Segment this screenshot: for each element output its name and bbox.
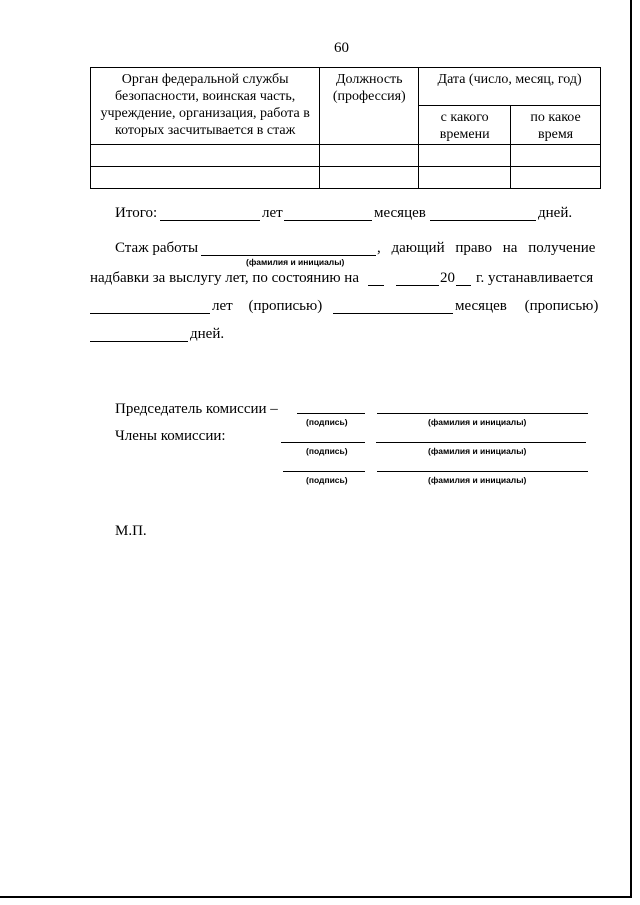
header-position: Должность (профессия) <box>320 68 419 145</box>
total-years-field[interactable] <box>160 220 260 221</box>
header-date: Дата (число, месяц, год) <box>419 68 601 106</box>
seniority-text-1: , дающий право на получение <box>377 240 596 256</box>
total-months-field[interactable] <box>284 220 372 221</box>
seniority-label: Стаж работы <box>115 240 199 256</box>
page-number: 60 <box>334 40 349 56</box>
member1-name-field[interactable] <box>376 442 586 443</box>
total-days-field[interactable] <box>430 220 536 221</box>
member2-name-caption: (фамилия и инициалы) <box>428 475 527 485</box>
table-row <box>91 145 601 167</box>
header-date-from: с какого времени <box>419 106 511 145</box>
table-cell[interactable] <box>91 145 320 167</box>
table-row <box>91 167 601 189</box>
chairman-name-caption: (фамилия и инициалы) <box>428 417 527 427</box>
table-cell[interactable] <box>511 167 601 189</box>
chairman-signature-caption: (подпись) <box>306 417 348 427</box>
seniority-text-3: г. устанавливается <box>476 270 594 286</box>
days-words-label: дней. <box>190 326 225 342</box>
total-years-label: лет <box>262 205 283 221</box>
header-organization: Орган федеральной службы безопасности, воинская часть, учреждение, организация, работа в которых засчитывается в стаж <box>91 68 320 145</box>
member1-signature-caption: (подпись) <box>306 446 348 456</box>
member2-name-field[interactable] <box>377 471 588 472</box>
seniority-name-caption: (фамилия и инициалы) <box>246 257 345 267</box>
chairman-signature-field[interactable] <box>297 413 365 414</box>
months-words-label: месяцев (прописью) <box>455 298 599 314</box>
date-year-field[interactable] <box>456 285 471 286</box>
total-days-label: дней. <box>538 205 573 221</box>
table-cell[interactable] <box>320 145 419 167</box>
table-cell[interactable] <box>320 167 419 189</box>
member1-signature-field[interactable] <box>281 442 365 443</box>
months-words-field[interactable] <box>333 313 453 314</box>
date-day-field[interactable] <box>368 285 384 286</box>
table-cell[interactable] <box>419 145 511 167</box>
stamp-label: М.П. <box>115 523 147 539</box>
year-prefix: 20 <box>440 270 455 286</box>
header-date-to: по какое время <box>511 106 601 145</box>
chairman-label: Председатель комиссии – <box>115 401 278 417</box>
chairman-name-field[interactable] <box>377 413 588 414</box>
table-cell[interactable] <box>419 167 511 189</box>
years-words-field[interactable] <box>90 313 210 314</box>
date-month-field[interactable] <box>396 285 439 286</box>
seniority-text-2: надбавки за выслугу лет, по состоянию на <box>90 270 359 286</box>
member2-signature-caption: (подпись) <box>306 475 348 485</box>
table-cell[interactable] <box>91 167 320 189</box>
years-words-label: лет (прописью) <box>212 298 323 314</box>
members-label: Члены комиссии: <box>115 428 226 444</box>
days-words-field[interactable] <box>90 341 188 342</box>
total-months-label: месяцев <box>374 205 426 221</box>
total-label: Итого: <box>115 205 158 221</box>
seniority-name-field[interactable] <box>201 255 376 256</box>
table-cell[interactable] <box>511 145 601 167</box>
member1-name-caption: (фамилия и инициалы) <box>428 446 527 456</box>
member2-signature-field[interactable] <box>283 471 365 472</box>
service-record-table <box>90 67 601 189</box>
